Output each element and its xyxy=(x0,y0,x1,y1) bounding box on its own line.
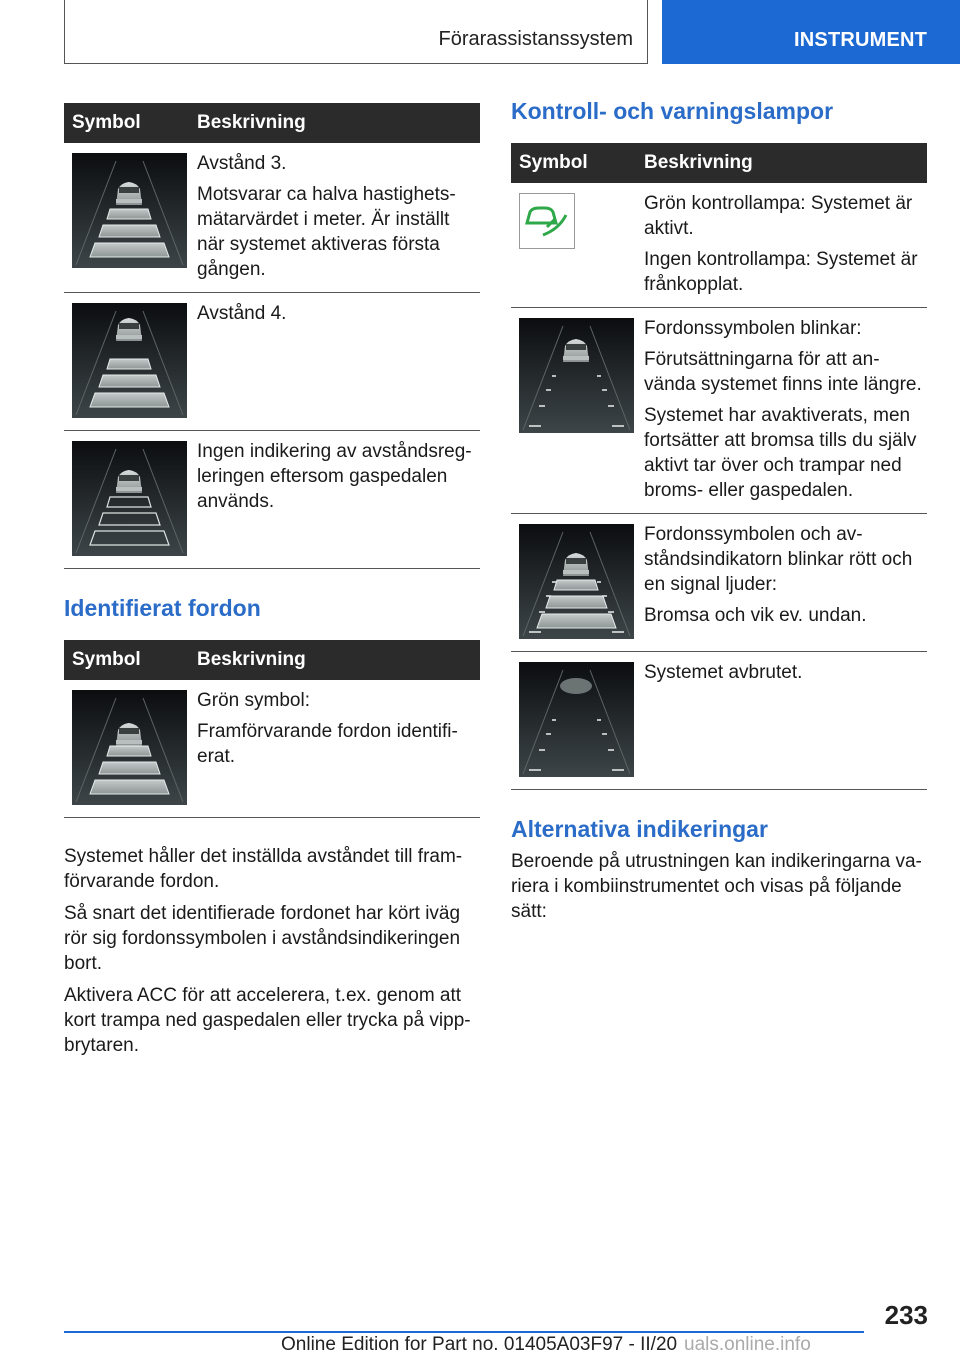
identified-table xyxy=(64,640,480,818)
body-paragraph: Så snart det identifierade fordonet har kört iväg rör sig fordonssymbolen i avståndsindikeringen bort. xyxy=(64,903,461,974)
identified-body xyxy=(64,844,480,1058)
distance-3-icon xyxy=(72,153,187,268)
identified-vehicle-heading: Identifierat fordon xyxy=(64,595,261,621)
body-paragraph: Beroende på utrustningen kan indikeringarna va-riera i kombiinstrumentet och visas på följande sätt: xyxy=(511,851,922,922)
body-paragraph: Aktivera ACC för att accelerera, t.ex. genom att kort trampa ned gaspedalen eller trycka på vipp-brytaren. xyxy=(64,985,471,1056)
row-text: Fordonssymbolen blinkar: xyxy=(644,318,862,339)
acc-indicator-icon xyxy=(519,193,575,249)
row-text: Avstånd 4. xyxy=(197,303,287,324)
chapter-tab[interactable] xyxy=(662,0,960,64)
body-paragraph: Systemet håller det inställda avståndet till fram-förvarande fordon. xyxy=(64,846,463,892)
table-row xyxy=(64,680,480,818)
distance-table xyxy=(64,103,480,569)
row-text: Bromsa och vik ev. undan. xyxy=(644,605,867,626)
row-text: Avstånd 3. xyxy=(197,153,287,174)
table-row xyxy=(64,293,480,431)
chapter-tab-label: INSTRUMENT xyxy=(794,29,928,51)
table-row xyxy=(511,308,927,514)
row-text: Systemet avbrutet. xyxy=(644,662,803,683)
alternative-indications-heading: Alternativa indikeringar xyxy=(511,816,768,842)
row-text: Ingen indikering av avståndsreg-leringen eftersom gaspedalen används. xyxy=(197,441,472,512)
left-column xyxy=(64,103,480,1065)
page-number: 233 xyxy=(884,1300,928,1330)
col-header-symbol: Symbol xyxy=(64,640,197,680)
warning-lamps-heading: Kontroll- och varningslampor xyxy=(511,98,834,124)
watermark-text: uals.online.info xyxy=(684,1334,811,1355)
vehicle-distance-red-icon xyxy=(519,524,634,639)
row-text: Fordonssymbolen och av-ståndsindikatorn blinkar rött och en signal ljuder: xyxy=(644,524,913,595)
section-title: Förarassistanssystem xyxy=(438,28,633,50)
row-text: Grön kontrollampa: Systemet är aktivt. xyxy=(644,193,913,239)
col-header-symbol: Symbol xyxy=(511,143,644,183)
table-row xyxy=(511,183,927,308)
row-text: Grön symbol: xyxy=(197,690,310,711)
no-indication-icon xyxy=(72,441,187,556)
vehicle-blinking-icon xyxy=(519,318,634,433)
footer-divider xyxy=(64,1331,864,1333)
identified-vehicle-icon xyxy=(72,690,187,805)
row-text: Systemet har avaktiverats, men fortsätter att bromsa tills du själv aktivt tar över och trampar ned broms- eller gaspedalen. xyxy=(644,405,917,501)
table-row xyxy=(64,431,480,569)
col-header-symbol: Symbol xyxy=(64,103,197,143)
edition-text: Online Edition for Part no. 01405A03F97 - II/20 xyxy=(281,1334,678,1355)
row-text: Förutsättningarna för att an-vända systemet finns inte längre. xyxy=(644,349,922,395)
table-row xyxy=(511,652,927,790)
row-text: Framförvarande fordon identifi-erat. xyxy=(197,721,458,767)
row-text: Ingen kontrollampa: Systemet är frånkopplat. xyxy=(644,249,918,295)
col-header-description: Beskrivning xyxy=(197,640,480,680)
header-bar xyxy=(64,0,648,64)
right-column xyxy=(511,98,927,931)
warning-lamps-table xyxy=(511,143,927,790)
system-interrupted-icon xyxy=(519,662,634,777)
col-header-description: Beskrivning xyxy=(644,143,927,183)
col-header-description: Beskrivning xyxy=(197,103,480,143)
table-row xyxy=(511,514,927,652)
row-text: Motsvarar ca halva hastighets-mätarvärdet i meter. Är inställt när systemet aktiveras första gången. xyxy=(197,184,456,280)
distance-4-icon xyxy=(72,303,187,418)
table-row xyxy=(64,143,480,293)
